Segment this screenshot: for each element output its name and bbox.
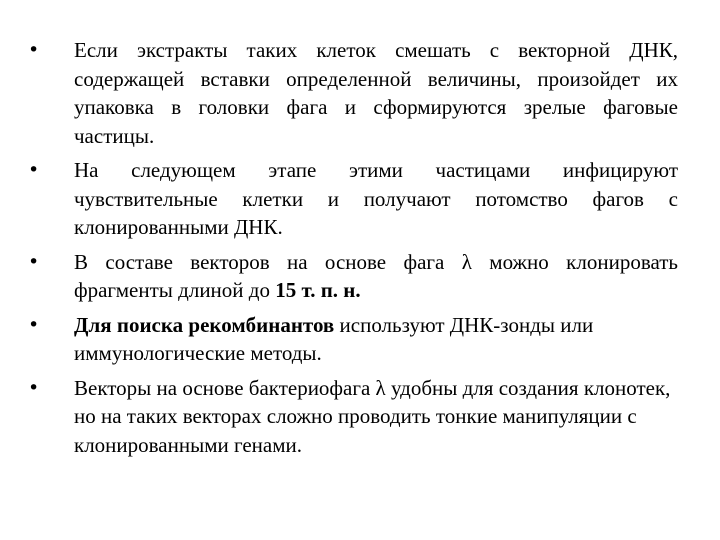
bullet-text: В составе векторов на основе фага λ можно клонировать фрагменты длиной до <box>74 249 678 302</box>
bullet-text: На следующем этапе этими частицами инфицируют чувствительные клетки и получают потомство фагов с клонированными ДНК. <box>74 158 678 239</box>
bullet-list <box>28 36 678 459</box>
bullet-icon: • <box>28 250 40 273</box>
bullet-icon: • <box>28 376 40 399</box>
bullet-text: Векторы на основе бактериофага λ удобны для создания клонотек, но на таких векторах сложно проводить тонкие манипуляции с клонированными генами. <box>74 375 671 457</box>
bullet-item-1 <box>28 36 678 150</box>
bullet-text: используют ДНК-зонды или иммунологические методы. <box>74 312 594 365</box>
bullet-icon: • <box>28 39 40 61</box>
bullet-bold-text: 15 т. п. н. <box>275 278 361 302</box>
bullet-item-2 <box>28 156 678 242</box>
bullet-item-4 <box>28 311 678 368</box>
bullet-item-3 <box>28 248 678 305</box>
bullet-icon: • <box>28 159 40 181</box>
bullet-text: Если экстракты таких клеток смешать с векторной ДНК, содержащей вставки определенной величины, произойдет их упаковка в головки фага и сформируются зрелые фаговые частицы. <box>74 38 678 148</box>
bullet-item-5 <box>28 374 678 460</box>
slide-content <box>28 36 678 465</box>
bullet-icon: • <box>28 313 40 336</box>
bullet-bold-text: Для поиска рекомбинантов <box>74 312 335 337</box>
